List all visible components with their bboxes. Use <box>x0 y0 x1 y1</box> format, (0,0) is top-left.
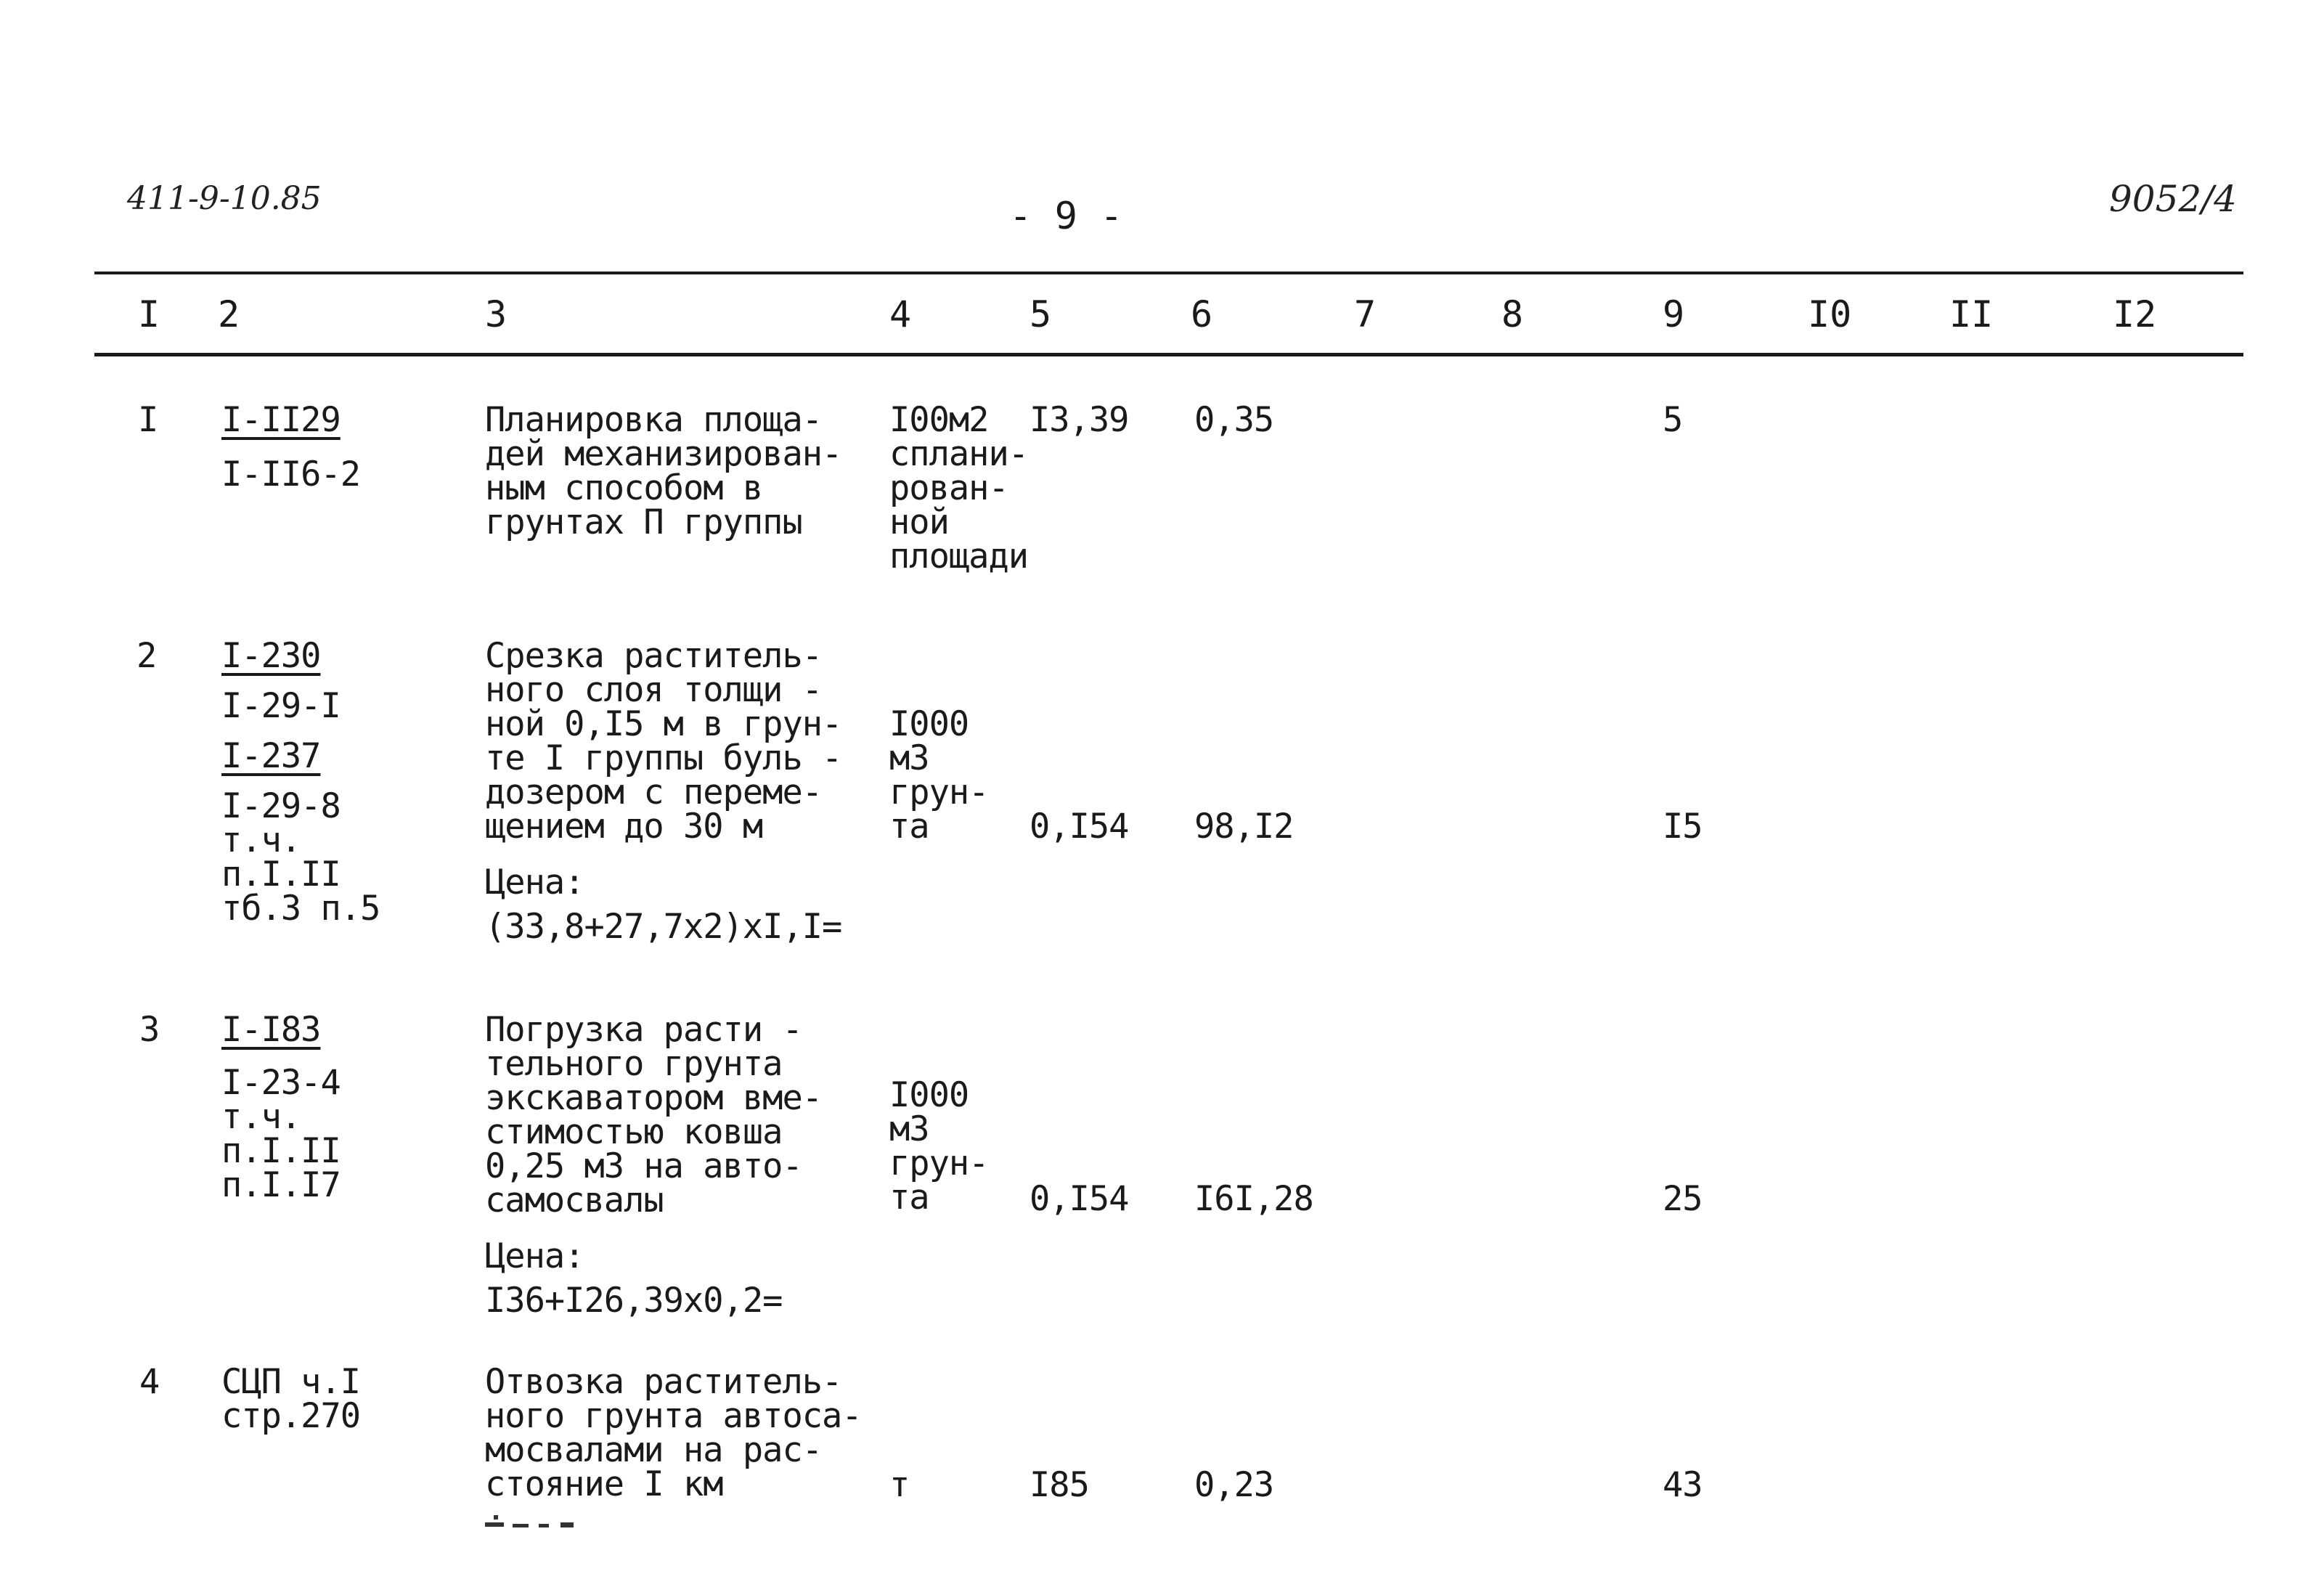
description-line: ной 0,I5 м в грун- <box>485 704 842 744</box>
row-1-number: I <box>138 400 158 440</box>
description-line: Срезка раститель- <box>485 636 823 676</box>
column-header-2: 2 <box>218 293 240 335</box>
unit-line: I000 <box>889 1075 969 1115</box>
row-4-codes <box>221 1362 361 1436</box>
unit-line: ной <box>889 502 949 542</box>
description-line: ного слоя толщи - <box>485 670 823 710</box>
description-line: Планировка площа- <box>485 400 823 440</box>
header-bottom-rule <box>94 353 2243 356</box>
code-line: стр.270 <box>221 1396 361 1436</box>
unit-line: рован- <box>889 468 1008 508</box>
code-line: I-230 <box>221 636 321 676</box>
row-2-description <box>485 636 842 947</box>
code-line: т.ч. <box>221 1097 301 1137</box>
row-1-col5: I3,39 <box>1030 400 1129 440</box>
row-3-description <box>485 1010 823 1321</box>
row-2-unit <box>889 704 989 847</box>
row-3-codes <box>221 1010 341 1205</box>
row-3-unit <box>889 1075 989 1217</box>
row-2-col5: 0,I54 <box>1030 807 1129 847</box>
price-formula: I36+I26,39x0,2= <box>485 1281 783 1321</box>
description-line: Отвозка раститель- <box>485 1362 842 1402</box>
unit-line: площади <box>889 537 1029 576</box>
description-line: Погрузка расти - <box>485 1010 802 1050</box>
cut-off-text-fragment <box>485 1514 630 1535</box>
code-line: I-II29 <box>221 400 341 440</box>
code-line: I-II6-2 <box>221 454 361 494</box>
description-line: дозером с переме- <box>485 772 823 812</box>
unit-line: грун- <box>889 772 989 812</box>
column-header-7: 7 <box>1354 293 1377 335</box>
description-line: стояние I км <box>485 1464 723 1504</box>
description-line: ным способом в <box>485 468 763 508</box>
column-header-1: I <box>138 293 160 335</box>
description-line: те I группы буль - <box>485 738 842 778</box>
unit-line: м3 <box>889 1109 929 1149</box>
page-number: - 9 - <box>1009 195 1123 238</box>
unit-line: грун- <box>889 1143 989 1183</box>
row-1-description <box>485 400 842 542</box>
price-label: Цена: <box>485 862 584 902</box>
row-1-col6: 0,35 <box>1194 400 1274 440</box>
top-rule <box>94 272 2243 274</box>
row-2-codes <box>221 636 380 929</box>
sheet-reference: 9052/4 <box>2109 178 2237 220</box>
column-header-4: 4 <box>889 293 912 335</box>
row-3-col9: 25 <box>1663 1179 1703 1219</box>
row-2-col6: 98,I2 <box>1194 807 1294 847</box>
unit-line: та <box>889 807 929 847</box>
row-4-description <box>485 1362 862 1504</box>
column-header-10: I0 <box>1808 293 1852 335</box>
row-4-number: 4 <box>139 1362 160 1402</box>
description-line: 0,25 м3 на авто- <box>485 1146 802 1186</box>
row-1-col9: 5 <box>1663 400 1683 440</box>
row-2-col9: I5 <box>1663 807 1703 847</box>
description-line: экскаватором вме- <box>485 1078 823 1118</box>
description-line: стимостью ковша <box>485 1112 783 1152</box>
unit-line: I000 <box>889 704 969 744</box>
row-4-col5: I85 <box>1030 1465 1089 1505</box>
code-line: п.I.II <box>221 854 341 894</box>
code-line: I-I83 <box>221 1010 321 1050</box>
document-code: 411-9-10.85 <box>127 180 322 217</box>
row-4-col6: 0,23 <box>1194 1465 1274 1505</box>
code-line: п.I.I7 <box>221 1165 341 1205</box>
row-1-unit <box>889 400 1029 576</box>
code-line: п.I.II <box>221 1131 341 1171</box>
description-line: грунтах П группы <box>485 502 802 542</box>
unit-line: м3 <box>889 738 929 778</box>
description-line: щением до 30 м <box>485 807 763 847</box>
code-line: т.ч. <box>221 820 301 860</box>
unit-line: I00м2 <box>889 400 989 440</box>
row-3-col6: I6I,28 <box>1194 1179 1313 1219</box>
price-label: Цена: <box>485 1236 584 1276</box>
column-header-8: 8 <box>1501 293 1524 335</box>
unit-line: та <box>889 1178 929 1217</box>
column-header-5: 5 <box>1030 293 1052 335</box>
code-line: СЦП ч.I <box>221 1362 361 1402</box>
row-4-col9: 43 <box>1663 1465 1703 1505</box>
description-line: самосвалы <box>485 1180 664 1220</box>
code-line: I-237 <box>221 736 321 776</box>
code-line: I-29-8 <box>221 786 341 826</box>
description-line: ного грунта автоса- <box>485 1396 862 1436</box>
column-header-6: 6 <box>1191 293 1213 335</box>
column-header-9: 9 <box>1663 293 1685 335</box>
code-line: тб.3 п.5 <box>221 889 380 929</box>
price-formula: (33,8+27,7x2)xI,I= <box>485 907 842 947</box>
row-3-number: 3 <box>139 1010 160 1050</box>
row-1-codes <box>221 400 361 494</box>
row-4-unit: т <box>889 1465 910 1505</box>
column-header-3: 3 <box>485 293 507 335</box>
description-line: мосвалами на рас- <box>485 1430 823 1470</box>
column-header-11: II <box>1949 293 1994 335</box>
column-header-12: I2 <box>2113 293 2157 335</box>
row-3-col5: 0,I54 <box>1030 1179 1129 1219</box>
description-line: дей механизирован- <box>485 434 842 474</box>
description-line: тельного грунта <box>485 1044 783 1084</box>
code-line: I-23-4 <box>221 1063 341 1103</box>
row-2-number: 2 <box>136 636 157 676</box>
unit-line: сплани- <box>889 434 1029 474</box>
code-line: I-29-I <box>221 686 341 726</box>
